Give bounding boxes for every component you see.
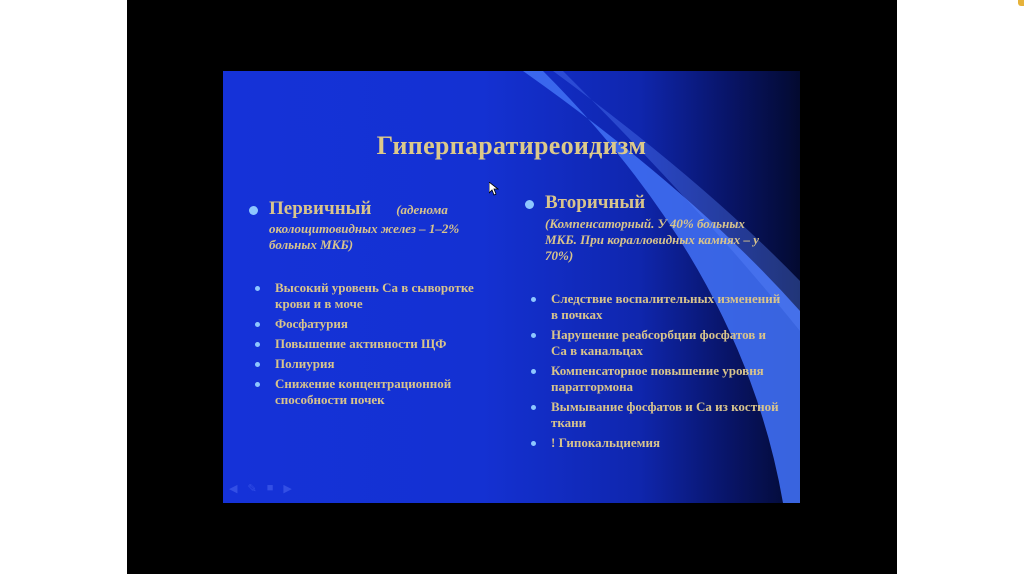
list-item: Полиурия (249, 356, 509, 372)
list-item: Нарушение реабсорбции фосфатов и Са в канальцах (525, 327, 785, 359)
bullet-icon (255, 286, 260, 291)
bullet-icon (255, 342, 260, 347)
bullet-icon (255, 382, 260, 387)
pen-icon[interactable]: ✎ (247, 483, 257, 495)
bullet-icon (531, 297, 536, 302)
list-item: Компенсаторное повышение уровня паратгормона (525, 363, 785, 395)
left-heading (249, 198, 509, 220)
bullet-icon (531, 369, 536, 374)
bullet-icon (255, 362, 260, 367)
bullet-icon (531, 333, 536, 338)
right-note: (Компенсаторный. У 40% больных МКБ. При коралловидных камнях – у 70%) (545, 216, 759, 263)
left-column (249, 198, 509, 412)
bullet-icon (525, 200, 534, 209)
bullet-icon (249, 206, 258, 215)
bullet-icon (531, 441, 536, 446)
next-arrow-icon[interactable]: ▶ (283, 483, 292, 495)
list-item: ! Гипокальциемия (525, 435, 785, 451)
corner-marker (1018, 0, 1024, 6)
presentation-slide (223, 71, 800, 503)
list-item: Вымывание фосфатов и Са из костной ткани (525, 399, 785, 431)
list-item: Повышение активности ЩФ (249, 336, 509, 352)
left-note-inline: (аденома (396, 202, 448, 217)
right-heading (525, 192, 785, 214)
left-heading-text: Первичный (269, 198, 372, 219)
prev-arrow-icon[interactable]: ◀ (229, 483, 238, 495)
list-item: Высокий уровень Са в сыворотке крови и в моче (249, 280, 509, 312)
mouse-pointer-icon (489, 182, 499, 196)
bullet-icon (255, 322, 260, 327)
left-list (249, 280, 509, 408)
list-item: Следствие воспалительных изменений в почках (525, 291, 785, 323)
slideshow-nav (229, 482, 292, 495)
slide-title: Гиперпаратиреоидизм (376, 131, 647, 160)
right-list (525, 291, 785, 451)
right-heading-text: Вторичный (545, 192, 646, 213)
list-item: Фосфатурия (249, 316, 509, 332)
menu-icon[interactable]: ■ (266, 482, 274, 494)
list-item: Снижение концентрационной способности почек (249, 376, 509, 408)
left-note: околощитовидных желез – 1–2% больных МКБ) (269, 221, 460, 252)
right-column (525, 192, 785, 455)
bullet-icon (531, 405, 536, 410)
